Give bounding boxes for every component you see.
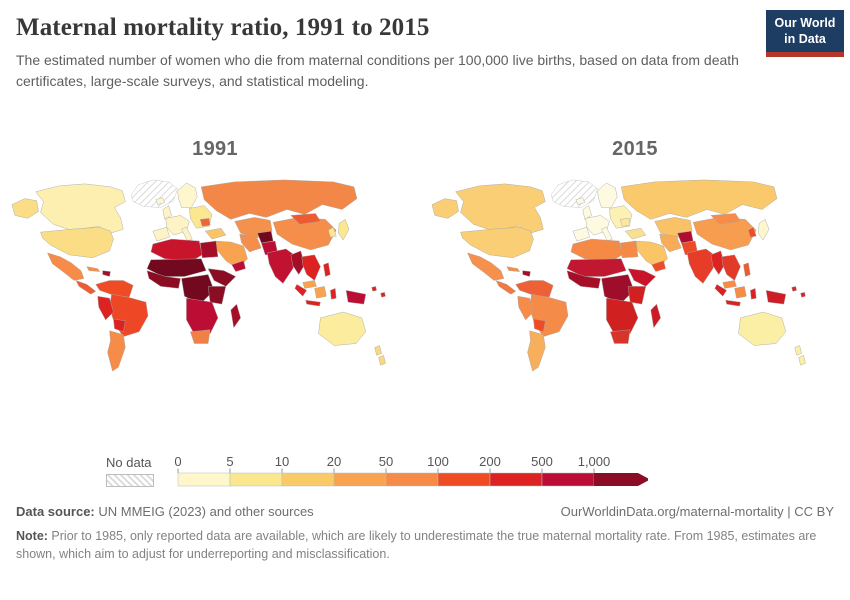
map-region-italy[interactable] xyxy=(181,227,192,241)
chart-subtitle: The estimated number of women who die from maternal conditions per 100,000 live births, based on data from death certificates, large-scale surveys, and statistical modeling. xyxy=(16,52,739,89)
map-region-borneo[interactable] xyxy=(735,286,747,298)
map-region-bolivia[interactable] xyxy=(533,319,545,332)
footnote-value: Prior to 1985, only reported data are available, which are likely to underestimate the true maternal mortality rate. From 1985, estimates are shown, which aim to adjust for underreporting and misclassification. xyxy=(16,529,817,562)
map-region-madagascar[interactable] xyxy=(231,304,241,328)
map-region-egypt[interactable] xyxy=(200,241,218,258)
map-region-cuba[interactable] xyxy=(87,267,100,272)
map-region-malaysia[interactable] xyxy=(303,280,317,288)
map-region-usa[interactable] xyxy=(41,227,114,258)
map-region-iberia[interactable] xyxy=(573,227,590,241)
map-year-label-2015: 2015 xyxy=(612,138,658,160)
map-region-horn[interactable] xyxy=(628,269,656,287)
legend-bin xyxy=(334,473,386,486)
legend-colorbar xyxy=(168,455,648,487)
map-region-pacific[interactable] xyxy=(372,286,386,297)
map-region-japan[interactable] xyxy=(758,219,769,240)
map-region-russia[interactable] xyxy=(621,180,777,219)
map-region-greenland[interactable] xyxy=(551,180,597,208)
map-region-camerica[interactable] xyxy=(76,280,96,294)
legend-bin xyxy=(282,473,334,486)
map-region-cuba[interactable] xyxy=(507,267,520,272)
legend-bin xyxy=(178,473,230,486)
map-region-japan[interactable] xyxy=(338,219,349,240)
map-region-russia[interactable] xyxy=(201,180,357,219)
map-region-borneo[interactable] xyxy=(315,286,327,298)
map-region-seasia[interactable] xyxy=(302,255,321,281)
map-region-alaska[interactable] xyxy=(12,199,39,219)
legend xyxy=(0,455,850,487)
map-region-satip[interactable] xyxy=(610,330,630,344)
map-region-sulawesi[interactable] xyxy=(750,288,756,299)
chart-footer xyxy=(0,504,850,563)
legend-bin xyxy=(490,473,542,486)
map-region-australia[interactable] xyxy=(738,312,785,346)
legend-tick-label: 10 xyxy=(274,455,290,470)
legend-bin xyxy=(542,473,594,486)
map-region-nz[interactable] xyxy=(795,346,806,366)
map-region-alaska[interactable] xyxy=(432,199,459,219)
legend-bin xyxy=(386,473,438,486)
map-region-pacific[interactable] xyxy=(792,286,806,297)
map-region-madagascar[interactable] xyxy=(651,304,661,328)
map-region-brazil[interactable] xyxy=(110,294,148,336)
map-region-seasia[interactable] xyxy=(722,255,741,281)
map-region-scandinavia[interactable] xyxy=(178,183,198,208)
map-region-bolivia[interactable] xyxy=(113,319,125,332)
map-region-philippines[interactable] xyxy=(323,263,330,277)
map-region-greenland[interactable] xyxy=(131,180,177,208)
data-source-line xyxy=(16,504,314,519)
chart-header xyxy=(0,0,850,92)
map-region-italy[interactable] xyxy=(601,227,612,241)
owid-logo-line1: Our World xyxy=(774,16,836,30)
map-region-eafrica[interactable] xyxy=(208,286,226,304)
map-region-java[interactable] xyxy=(726,300,741,306)
map-region-satip[interactable] xyxy=(190,330,210,344)
data-source-value: UN MMEIG (2023) and other sources xyxy=(94,504,314,520)
map-region-eafrica[interactable] xyxy=(628,286,646,304)
legend-no-data xyxy=(106,455,154,487)
map-region-hispaniola[interactable] xyxy=(523,271,531,277)
footnote xyxy=(16,527,834,563)
map-region-malaysia[interactable] xyxy=(723,280,737,288)
map-region-argentina[interactable] xyxy=(528,331,546,371)
map-region-romania[interactable] xyxy=(620,218,630,226)
legend-tick-label: 5 xyxy=(226,455,234,470)
map-region-romania[interactable] xyxy=(200,218,210,226)
legend-bin xyxy=(230,473,282,486)
map-region-java[interactable] xyxy=(306,300,321,306)
legend-tick-label: 50 xyxy=(378,455,394,470)
map-region-philippines[interactable] xyxy=(743,263,750,277)
legend-no-data-swatch xyxy=(106,474,154,487)
map-region-afghanistan[interactable] xyxy=(677,231,693,243)
owid-logo xyxy=(766,10,844,57)
map-region-afghanistan[interactable] xyxy=(257,231,273,243)
map-region-png[interactable] xyxy=(766,290,786,304)
map-region-iberia[interactable] xyxy=(153,227,170,241)
legend-bin-arrow xyxy=(594,473,648,486)
data-source-label: Data source: xyxy=(16,504,95,520)
map-region-turkey[interactable] xyxy=(205,228,226,239)
map-region-camerica[interactable] xyxy=(496,280,516,294)
map-region-brazil[interactable] xyxy=(530,294,568,336)
map-region-argentina[interactable] xyxy=(108,331,126,371)
map-region-australia[interactable] xyxy=(318,312,365,346)
map-year-label-1991: 1991 xyxy=(192,138,238,160)
legend-tick-label: 100 xyxy=(427,455,449,470)
legend-no-data-label: No data xyxy=(106,455,152,471)
owid-logo-line2: in Data xyxy=(784,31,826,46)
map-region-scandinavia[interactable] xyxy=(598,183,618,208)
map-region-canada[interactable] xyxy=(36,184,126,234)
legend-tick-label: 200 xyxy=(479,455,501,470)
legend-tick-label: 1,000 xyxy=(577,455,611,470)
map-region-nafrica[interactable] xyxy=(151,239,202,261)
map-region-mexico[interactable] xyxy=(47,253,83,281)
map-region-turkey[interactable] xyxy=(625,228,646,239)
footnote-label: Note: xyxy=(16,529,48,544)
sources-row xyxy=(16,504,834,519)
legend-tick-label: 500 xyxy=(531,455,553,470)
legend-bin xyxy=(438,473,490,486)
map-region-horn[interactable] xyxy=(208,269,236,287)
map-panel-1991 xyxy=(8,138,422,377)
legend-tick-label: 0 xyxy=(174,455,182,470)
map-region-mexico[interactable] xyxy=(467,253,503,281)
map-region-sulawesi[interactable] xyxy=(330,288,336,299)
world-map-2015[interactable] xyxy=(428,175,842,377)
map-region-png[interactable] xyxy=(346,290,366,304)
legend-tick-label: 20 xyxy=(326,455,342,470)
map-region-hispaniola[interactable] xyxy=(103,271,111,277)
map-region-egypt[interactable] xyxy=(620,241,638,258)
world-map-1991[interactable] xyxy=(8,175,422,377)
map-region-usa[interactable] xyxy=(461,227,534,258)
attribution-link[interactable]: OurWorldinData.org/maternal-mortality | CC BY xyxy=(560,504,834,520)
map-region-nafrica[interactable] xyxy=(571,239,622,261)
maps-section xyxy=(0,138,850,377)
map-panel-2015 xyxy=(428,138,842,377)
chart-title: Maternal mortality ratio, 1991 to 2015 xyxy=(16,14,430,41)
map-region-nz[interactable] xyxy=(375,346,386,366)
map-region-canada[interactable] xyxy=(456,184,546,234)
